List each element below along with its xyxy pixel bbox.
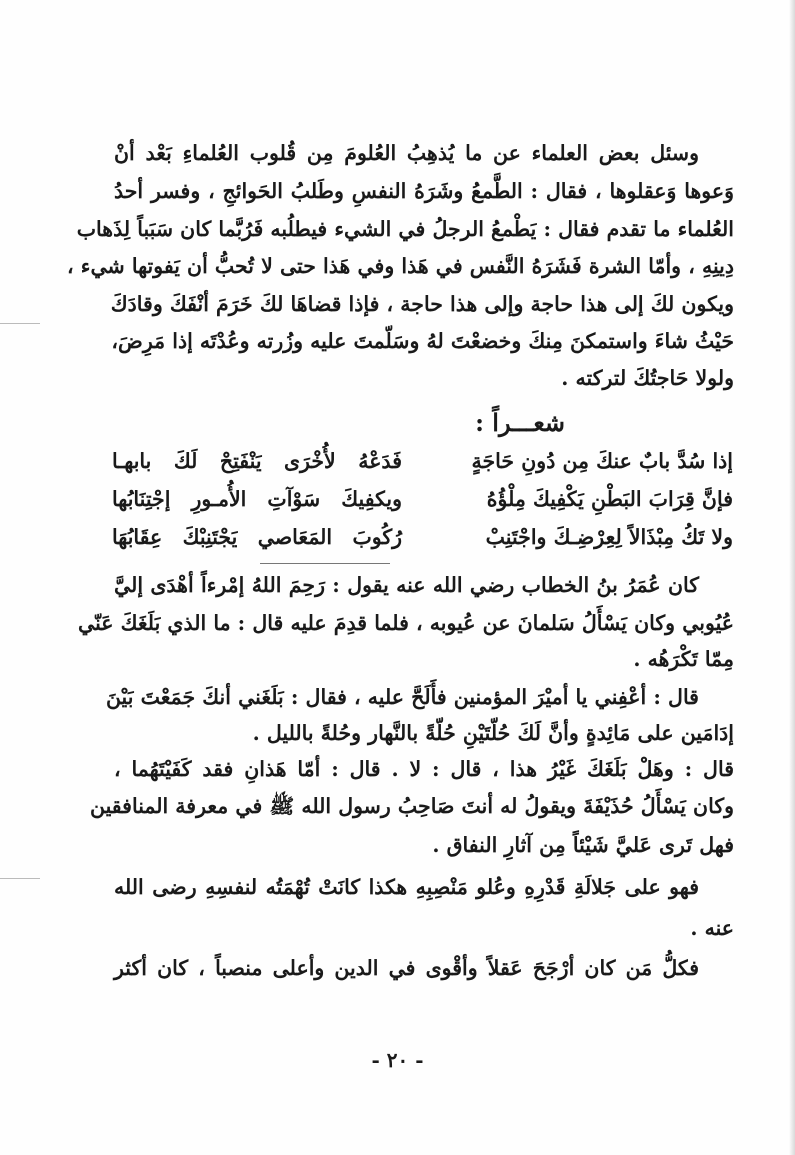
text-line: كان عُمَرُ بنُ الخطاب رضي الله عنه يقول : رَحِمَ اللهُ إمْرءاً أهْدَى إليَّ: [114, 573, 699, 597]
verse-second-hemistich: ويكفِيكَ سَوْآتِ الأُمـورِ إجْتِنَابُها: [112, 487, 402, 511]
text-line: قال : أعْفِني يا أميْرَ المؤمنين فأَلَحَّ عليه ، فقال : بَلَغَني أنكَ جَمَعْتَ بَيْنَ: [105, 685, 699, 709]
text-line: فهو على جَلالَةِ قَدْرِهِ وعُلو مَنْصِبِهِ هكذا كانَتْ تُهْمَتُه لنفسِهِ رضى الله: [114, 875, 699, 899]
text-line: دِينِهِ ، وأمّا الشرة فَشَرَهُ النَّفس في هَذا وفي هَذا حتى لا تُحبُّ أن يَفوتها شيء ،: [67, 254, 734, 278]
verse-first-hemistich: فإنَّ قِرَابَ البَطْنِ يَكْفِيكَ مِلْؤُهُ: [486, 487, 733, 511]
poem-heading: شعـــراً :: [475, 408, 565, 437]
text-line: ويكون لكَ إلى هذا حاجة وإلى هذا حاجة ، فإذا قضاهَا لكَ خَرَمَ أنْفَكَ وقادَكَ: [110, 292, 734, 316]
text-line: فكلُّ مَن كان أرْجَحَ عَقلاً وأقْوى في الدين وأعلى منصباً ، كان أكثر: [114, 956, 699, 980]
text-line: مِمّا تَكْرَهُه .: [633, 647, 734, 671]
verse-first-hemistich: إذا سُدَّ بابٌ عنكَ مِن دُونِ حَاجَةٍ: [471, 449, 733, 473]
text-line: حَيْثُ شاءَ واستمكنَ مِنكَ وخضعْتَ لهُ وسَلّمتَ عليه وزُرته وعُدْتَه إذا مَرِضَ،: [111, 329, 734, 353]
margin-mark: [0, 323, 40, 324]
text-line: قال : وهَلْ بَلَغَكَ غَيْرُ هذا ، قال : لا . قال : أمّا هَذانِ فقد كَفَيْتَهُما ،: [114, 757, 734, 781]
text-line: عنه .: [690, 916, 734, 940]
text-line: ولولا حَاجتُكَ لتركته .: [561, 366, 734, 390]
page-binding-shadow: [789, 0, 795, 1155]
text-line: إدَامَين على مَائِدةٍ وأنَّ لَكَ حُلّتَيْنِ حُلّةً بالنَّهار وحُلةً بالليل .: [252, 721, 734, 745]
verse-separator: [260, 563, 390, 564]
verse-first-hemistich: ولا تَكُ مِبْذَالاً لِعِرْضِـكَ واجْتَنِبْ: [485, 525, 733, 549]
page-number: - ٢٠ -: [371, 1048, 424, 1072]
text-line: فهل تَرى عَليَّ شَيْئاً مِن آثارِ النفاق .: [432, 833, 734, 857]
margin-mark: [0, 878, 40, 879]
verse-second-hemistich: فَدَعْهُ لأُخْرَى يَنْفَتِحْ لَكَ بابهـا: [112, 449, 402, 473]
verse-second-hemistich: رُكُوبَ المَعَاصي يَجْتَنِبْكَ عِقَابُهَا: [112, 525, 402, 549]
text-line: العُلماء ما تقدم فقال : يَطْمعُ الرجلُ في الشيء فيطلُبه فَرُبَّما كان سَبَباً لِذَهاب: [76, 217, 734, 241]
text-line: وسئل بعض العلماء عن ما يُذهِبُ العُلومَ مِن قُلوب العُلماءِ بَعْد أنْ: [114, 141, 699, 165]
text-line: عُيُوبي وكان يَسْأَلُ سَلمانَ عن عُيوبه ، فلما قدِمَ عليه قال : ما الذي بَلَغَكَ عَنّي: [78, 611, 734, 635]
text-line: وكان يَسْأَلُ حُذَيْفَةَ ويقولُ له أنتَ صَاحِبُ رسول الله ﷺ في معرفة المنافقين: [89, 794, 734, 818]
text-line: وَعوها وَعقلوها ، فقال : الطَّمعُ وشَرَهُ النفسِ وطَلبُ الحَوائجِ ، وفسر أحدُ: [114, 179, 734, 203]
